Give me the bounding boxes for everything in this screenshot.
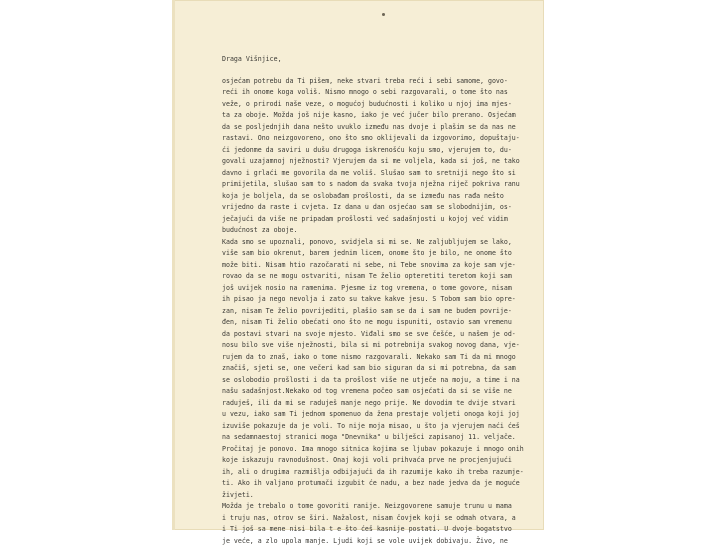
letter-line: i truju nas, otrov se širi. Nažalost, nisam čovjek koji se odmah otvara, a xyxy=(222,513,536,525)
letter-line: veže, o prirodi naše veze, o mogućoj budućnosti i koliko u njoj ima mjes- xyxy=(222,99,536,111)
letter-line: nosu bilo sve više nježnosti, bila si mi potrebnija svakog novog dana, vje- xyxy=(222,340,536,352)
letter-line: vrijedno da raste i cvjeta. Iz dana u dan osjećao sam se slobodnijim, os- xyxy=(222,202,536,214)
letter-line: našu sadašnjost.Nekako od tog vremena počeo sam osjećati da si se više ne xyxy=(222,386,536,398)
letter-line: izuviše pokazuje da je voli. To nije moja misao, u što ja vjerujem naći ćeš xyxy=(222,421,536,433)
letter-line: Možda je trebalo o tome govoriti ranije. Neizgovorene samuje trunu u mama xyxy=(222,501,536,513)
letter-line: raduješ, ili da mi se raduješ manje nego prije. Ne dovodim te dvije stvari xyxy=(222,398,536,410)
letter-line: Pročitaj je ponovo. Ima mnogo sitnica kojima se ljubav pokazuje i mnogo onih xyxy=(222,444,536,456)
page-mark xyxy=(382,13,385,16)
letter-line: još uvijek nosio na ramenima. Pjesme iz tog vremena, o tome govore, nisam xyxy=(222,283,536,295)
letter-line: primijetila, slušao sam to s nadom da svaka tvoja nježna riječ pokriva ranu xyxy=(222,179,536,191)
page-edge xyxy=(172,0,175,530)
letter-line: živjeti. xyxy=(222,490,536,502)
letter-line: ći jedonme da saviri u dušu drugoga iskrenošću koju smo, vjerujem to, du- xyxy=(222,145,536,157)
letter-line: reći ih onome koga voliš. Nismo mnogo o sebi razgovarali, o tome što nas xyxy=(222,87,536,99)
letter-line: da postavi stvari na svoje mjesto. Viđali smo se sve češće, u našem je od- xyxy=(222,329,536,341)
letter-line: budućnost za oboje. xyxy=(222,225,536,237)
letter-line: Kada smo se upoznali, ponovo, svidjela si mi se. Ne zaljubljujem se lako, xyxy=(222,237,536,249)
letter-text xyxy=(222,54,536,547)
letter-page xyxy=(172,0,544,530)
letter-line: je veće, a zlo upola manje. Ljudi koji se vole uvijek dobivaju. Živo, ne xyxy=(222,536,536,547)
letter-line: rastavi. Ono neizgovoreno, ono što smo oklijevali da izgovorimo, dopuštaju- xyxy=(222,133,536,145)
letter-line: ta za oboje. Možda još nije kasno, iako je već jučer bilo prerano. Osjećam xyxy=(222,110,536,122)
letter-greeting: Draga Višnjice, xyxy=(222,54,536,66)
letter-line: može biti. Nisam htio razočarati ni sebe, ni Tebe snovima za koje sam vje- xyxy=(222,260,536,272)
letter-line: na sedamnaestoj stranici moga "Dnevnika" u bilješci zapisanoj 11. veljače. xyxy=(222,432,536,444)
letter-line: zan, nisam Te želio povrijediti, plašio sam se da i sam ne budem povrije- xyxy=(222,306,536,318)
letter-line: ih, ali o drugima razmišlja odbijajući da ih razumije kako ih treba razumje- xyxy=(222,467,536,479)
letter-line: davno i grlaći me govorila da me voliš. Slušao sam to sretniji nego što si xyxy=(222,168,536,180)
letter-line: da se posljednjih dana nešto uvuklo između nas dvoje i plašim se da nas ne xyxy=(222,122,536,134)
letter-line: značiš, sjeti se, one večeri kad sam bio siguran da si mi potrebna, da sam xyxy=(222,363,536,375)
letter-line: i Ti još sa mene nisi bila t e što ćeš kasnije postati. U dvoje bogatstvo xyxy=(222,524,536,536)
letter-line: u vezu, iako sam Ti jednom spomenuo da žena prestaje voljeti onoga koji joj xyxy=(222,409,536,421)
letter-line: đen, nisam Ti želio obećati ono što ne mogu ispuniti, ostavio sam vremenu xyxy=(222,317,536,329)
letter-line: rovao da se ne mogu ostvariti, nisam Te želio opteretiti teretom koji sam xyxy=(222,271,536,283)
letter-line: koja je boljela, da se oslobađam prošlosti, da se između nas rađa nešto xyxy=(222,191,536,203)
letter-line: više sam bio okrenut, barem jednim licem, onome što je bilo, ne onome što xyxy=(222,248,536,260)
letter-line: govali uzajamnoj nježnosti? Vjerujem da si me voljela, kada si još, ne tako xyxy=(222,156,536,168)
letter-line: rujem da to znaš, iako o tome nismo razgovarali. Nekako sam Ti da mi mnogo xyxy=(222,352,536,364)
letter-line: ti. Ako ih valjano protumači izgubit će nadu, a bez nade jedva da je moguće xyxy=(222,478,536,490)
letter-line: se oslobodio prošlosti i da ta prošlost više ne utječe na moju, a time i na xyxy=(222,375,536,387)
letter-line: koje iskazuju ravnodušnost. Onaj koji voli prihvaća prve ne procjenjujući xyxy=(222,455,536,467)
letter-line: ječajući da više ne pripadam prošlosti već sadašnjosti u kojoj već vidim xyxy=(222,214,536,226)
letter-line: osjećam potrebu da Ti pišem, neke stvari treba reći i sebi samome, govo- xyxy=(222,76,536,88)
letter-line: ih pisao ja nego nevolja i zato su takve kakve jesu. S Tobom sam bio opre- xyxy=(222,294,536,306)
